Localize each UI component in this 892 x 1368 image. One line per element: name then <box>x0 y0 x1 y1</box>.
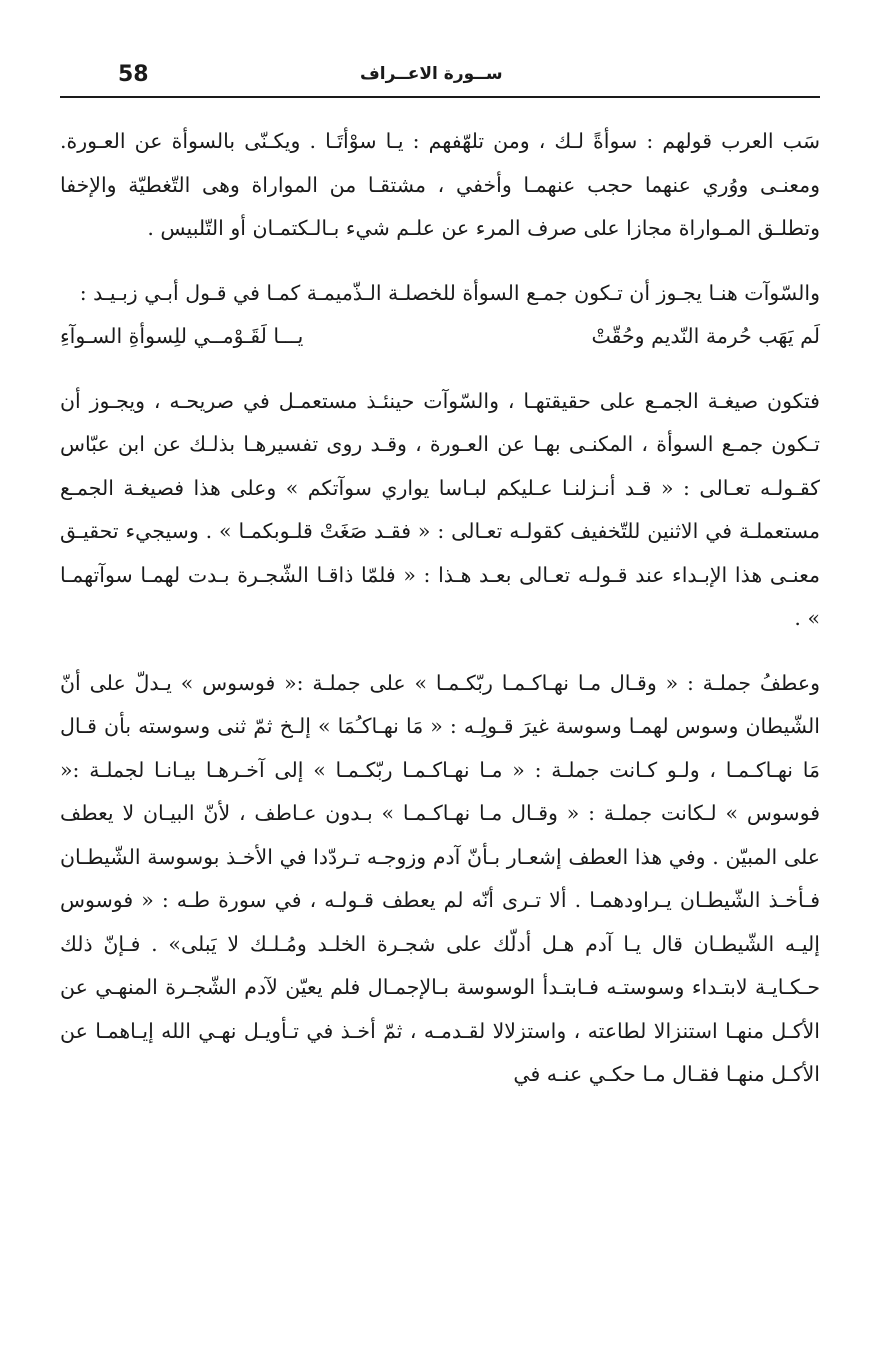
page-number: 58 <box>118 62 149 87</box>
body-text <box>60 120 820 1097</box>
verse-second-hemistich: لَم يَهَب حُرمة النّديم وحُقّتْ <box>591 324 820 348</box>
page-header <box>60 52 820 98</box>
paragraph-4: وعطفُ جملـة : « وقـال مـا نهـاكـمـا ربّكـمـا » على جملـة :« فوسوس » يـدلّ على أنّ الشّيطان وسوس لهمـا وسوسة غيرَ قـولِـه : « مَا نهـاكـُمَا » إلـخ ثمّ ثنى وسوسته بأن قـال مَا نهـاكـمـا ، ولـو كـانت جملـة : « مـا نهـاكـمـا ربّكـمـا » إلى آخـرهـا بيـانـا لجملـة :« فوسوس » لـكانت جملـة : « وقـال مـا نهـاكـمـا » بـدون عـاطف ، لأنّ البيـان لا يعطف على المبيّن . وفي هذا العطف إشعـار بـأنّ آدم وزوجـه تـردّدا في الأخـذ بوسوسة الشّيطـان فـأخـذ الشّيطـان يـراودهمـا . ألا تـرى أنّه لم يعطف قـولـه ، في سورة طـه : « فوسوس إليـه الشّيطـان قال يـا آدم هـل أدلّك على شجـرة الخلـد ومُـلـك لا يَبلى» . فـإنّ ذلك حـكـايـة لابتـداء وسوستـه فـابتـدأ الوسوسة بـالإجمـال فلم يعيّن لآدم الشّجـرة المنهـي عن الأكـل منهـا استنزالا لطاعته ، واستزلالا لقـدمـه ، ثمّ أخـذ في تـأويـل نهـي الله إيـاهمـا عن الأكـل منهـا فقـال مـا حكـي عنـه في <box>60 670 820 1086</box>
poetry-verse <box>60 315 820 359</box>
running-title: ســورة الاعــراف <box>360 64 503 84</box>
paragraph-2: والسّوآت هنـا يجـوز أن تـكون جمـع السوأة للخصلـة الـذّميمـة كمـا في قـول أبـي زبـيـد : <box>79 280 820 305</box>
paragraph-3: فتكون صيغـة الجمـع على حقيقتهـا ، والسّوآت حينئـذ مستعمـل في صريحـه ، ويجـوز أن تـكون جمـع السوأة ، المكنـى بهـا عن العـورة ، وقـد روى تفسيرهـا بذلـك عن ابن عبّاس كقـولـه تعـالى : « قـد أنـزلنـا عـليكم لبـاسا يواري سوآتكم » وعلى هذا فصيغـة الجمـع مستعملـة في الاثنين للتّخفيف كقولـه تعـالى : « فقـد صَغَتْ قلـوبكمـا » . وسيجيء تحقيـق معنـى هذا الإبـداء عند قـولـه تعـالى بعـد هـذا : « فلمّا ذاقـا الشّجـرة بـدت لهمـا سوآتهمـا » . <box>60 388 820 630</box>
paragraph-1: سَب العرب قولهم : سوأةً لـك ، ومن تلهّفهم : يـا سوْأتَـا . ويكـنّى بالسوأة عن العـورة. ومعنـى ووُري عنهما حجب عنهمـا وأخفي ، مشتقـا من المواراة وهى التّغطيّة والإخفا وتطلـق المـواراة مجازا على صرف المرء عن علـم شيء بـالـكتمـان أو التّلبيس . <box>60 129 820 240</box>
verse-first-hemistich: يـــا لَقَـوْمــي للِسوأةِ السـوآءِ <box>60 324 304 348</box>
book-page <box>60 52 820 1342</box>
